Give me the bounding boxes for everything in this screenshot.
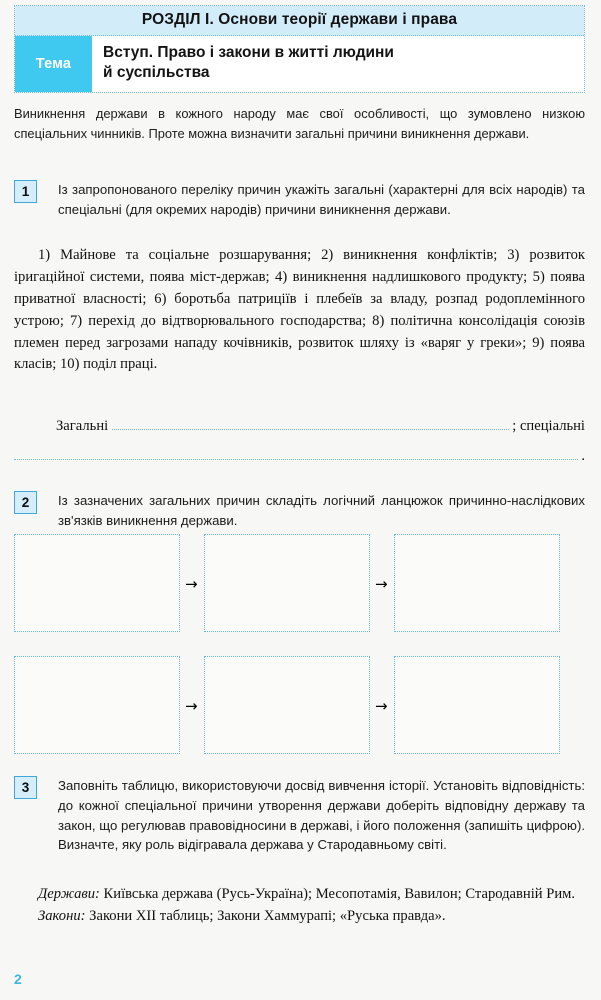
chain-arrow-r1-2: → [375, 575, 388, 593]
task-number-3: 3 [14, 776, 37, 799]
states-text: Київська держава (Русь-Україна); Месопотамія, Вавилон; Стародавній Рим. [103, 886, 576, 902]
chain-box-r2c1[interactable] [14, 656, 180, 754]
states-line [14, 884, 585, 906]
task-prompt-1: Із запропонованого переліку причин укажіть загальні (характерні для всіх народів) та спеціальні (для окремих народів) причини виникнення держави. [58, 182, 585, 217]
answer-separator-special: ; спеціальні [512, 418, 585, 434]
answer-blank-special[interactable] [14, 459, 578, 460]
task-1-causes-list [14, 245, 585, 376]
chain-arrow-r2-2: → [375, 697, 388, 715]
topic-title-line2: й суспільства [103, 64, 210, 82]
task-prompt-2: Із зазначених загальних причин складіть логічний ланцюжок причинно-наслідкових зв'язків виникнення держави. [58, 493, 585, 528]
states-label: Держави: [38, 886, 100, 902]
chain-arrow-r1-1: → [185, 575, 198, 593]
answer-terminator: . [581, 448, 585, 464]
intro-paragraph: Виникнення держави в кожного народу має свої особливості, що зумовлено низкою спеціальних чинників. Проте можна визначити загальні причини виникнення держави. [14, 106, 585, 141]
topic-title [92, 36, 584, 92]
chain-box-r1c2[interactable] [204, 534, 370, 632]
chain-arrow-r2-1: → [185, 697, 198, 715]
task-number-1: 1 [14, 180, 37, 203]
chapter-header [14, 5, 585, 93]
answer-row-special[interactable] [14, 448, 585, 465]
laws-text: Закони XII таблиць; Закони Хаммурапі; «Руська правда». [89, 907, 446, 924]
section-title: РОЗДІЛ І. Основи теорії держави і права [15, 6, 584, 36]
causes-list-text: 1) Майнове та соціальне розшарування; 2) виникнення конфліктів; 3) розвиток іригаційної системи, поява міст-держав; 4) виникнення надлишкового продукту; 5) поява приватної власності; 6) боротьба патриціїв і плебеїв за владу, розпад родоплемінного устрою; 7) перехід до відтворювального господарства; 8) політична консолідація союзів племен перед загрозами нападу кочівників, розвиток шляху із «варяг у греки»; 9) поява класів; 10) поділ праці. [14, 247, 585, 373]
topic-title-line1: Вступ. Право і закони в житті людини [103, 43, 394, 61]
tema-label: Тема [15, 36, 92, 92]
chain-box-r2c2[interactable] [204, 656, 370, 754]
laws-label: Закони: [38, 907, 86, 924]
page-number: 2 [14, 971, 22, 987]
topic-row [15, 36, 584, 92]
chain-box-r1c3[interactable] [394, 534, 560, 632]
chain-box-r1c1[interactable] [14, 534, 180, 632]
task-3-reference-lists [14, 884, 585, 928]
chain-box-r2c3[interactable] [394, 656, 560, 754]
answer-row-general[interactable] [56, 418, 585, 435]
answer-label-general: Загальні [56, 418, 109, 434]
answer-blank-general[interactable] [112, 429, 509, 430]
task-prompt-3: Заповніть таблицю, використовуючи досвід вивчення історії. Установіть відповідність: до кожної спеціальної причини утворення держави доберіть відповідну державу та закон, що регулював правовідносини в державі, і його положення (запишіть цифрою). Визначте, яку роль відігравала держава у Стародавньому світі. [58, 778, 585, 853]
task-number-2: 2 [14, 491, 37, 514]
laws-line [14, 906, 585, 928]
